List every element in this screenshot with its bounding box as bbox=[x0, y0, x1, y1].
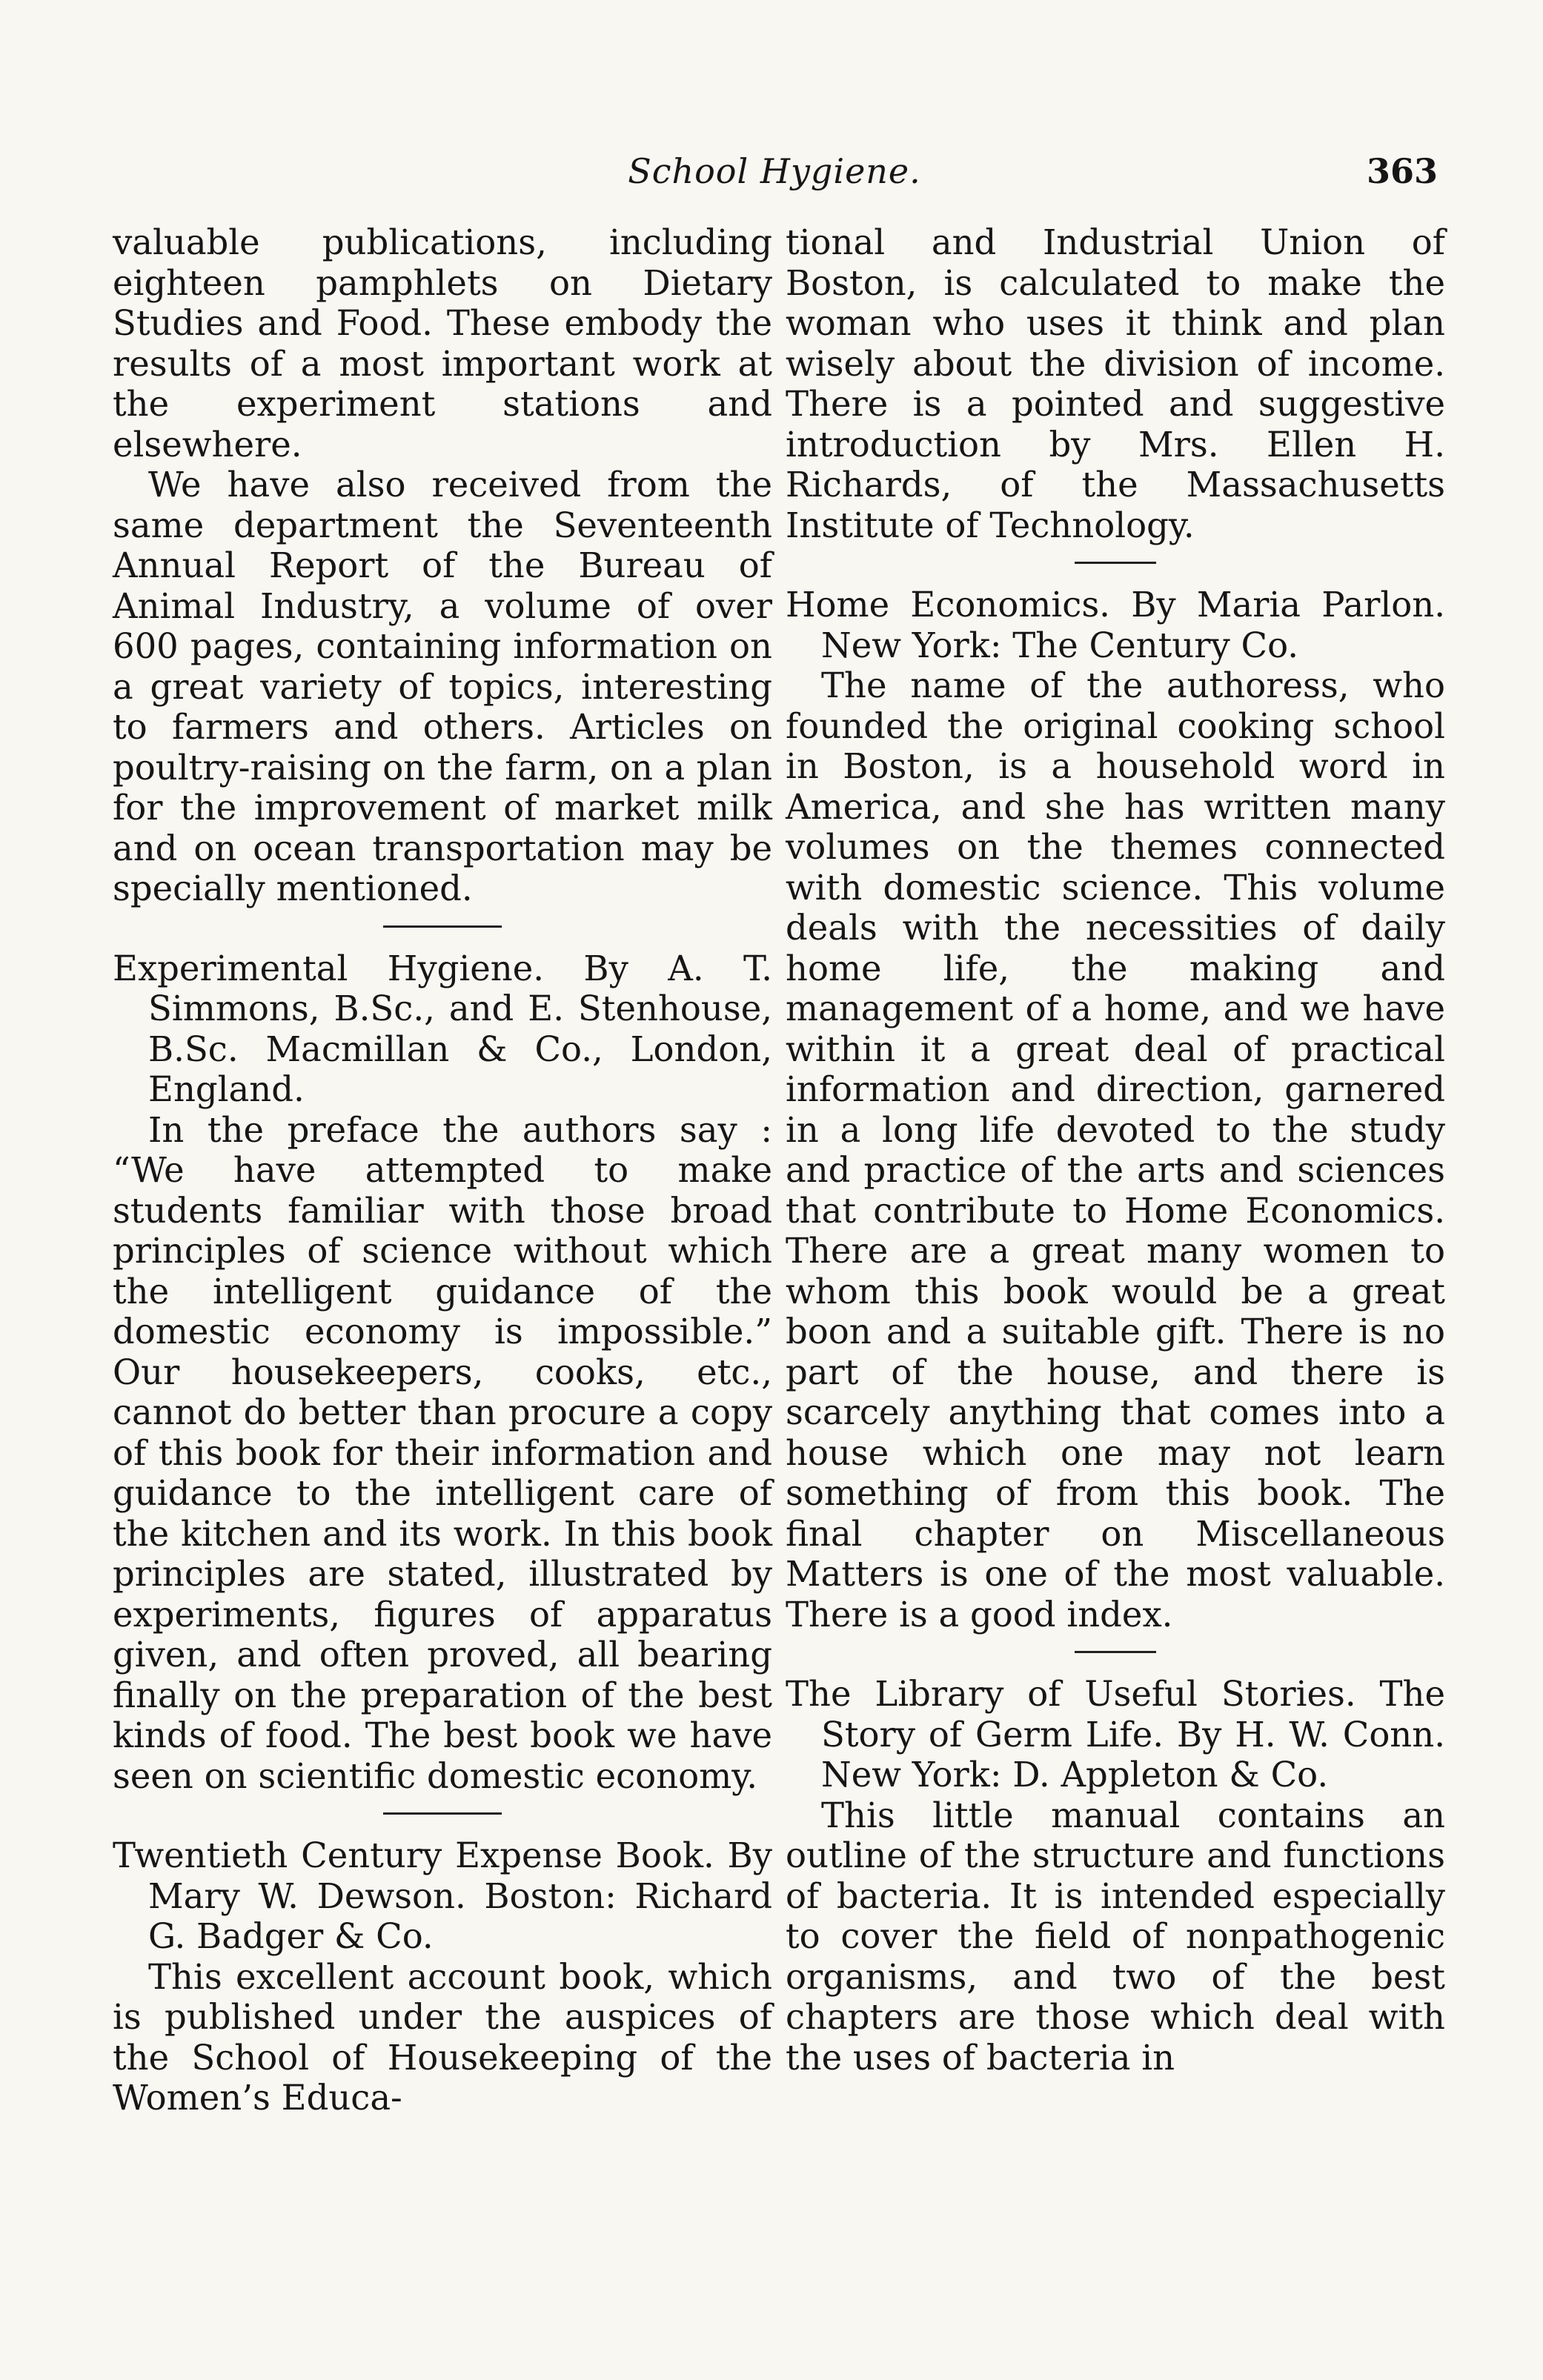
right-paragraph-continuation: tional and Industrial Union of Boston, is calculated to make the woman who uses it think and plan wisely about the division of income. There is a pointed and suggestive introduction by Mrs. Ellen H. Richards, of the Massachusetts Institute of Technology. bbox=[786, 222, 1445, 545]
review-body-experimental-hygiene: In the preface the authors say : “We have attempted to make students familiar with those broad principles of science without which the intelligent guidance of the domestic economy is impossible.” Our housekeepers, cooks, etc., cannot do better than procure a copy of this book for their information and guidance to the intelligent care of the kitchen and its work. In this book principles are stated, illustrated by experiments, figures of apparatus given, and often proved, all bearing finally on the preparation of the best kinds of food. The best book we have seen on scientific domestic economy. bbox=[113, 1109, 772, 1796]
page-number: 363 bbox=[1366, 151, 1438, 191]
review-heading-experimental-hygiene: Experimental Hygiene. By A. T. Simmons, B.Sc., and E. Stenhouse, B.Sc. Macmillan & Co., London, England. bbox=[113, 948, 772, 1109]
review-body-home-economics: The name of the authoress, who founded the original cooking school in Boston, is a household word in America, and she has written many volumes on the themes connected with domestic science. This volume deals with the necessities of daily home life, the making and management of a home, and we have within it a great deal of practical information and direction, garnered in a long life devoted to the study and practice of the arts and sciences that contribute to Home Economics. There are a great many women to whom this book would be a great boon and a suitable gift. There is no part of the house, and there is scarcely anything that comes into a house which one may not learn something of from this book. The final chapter on Miscellaneous Matters is one of the most valuable. There is a good index. bbox=[786, 665, 1445, 1635]
right-column bbox=[786, 222, 1445, 2078]
review-heading-expense-book: Twentieth Century Expense Book. By Mary W. Dewson. Boston: Richard G. Badger & Co. bbox=[113, 1835, 772, 1956]
section-divider bbox=[1075, 1651, 1156, 1653]
running-title: School Hygiene. bbox=[628, 151, 921, 191]
left-paragraph-continuation: valuable publications, including eighteen pamphlets on Dietary Studies and Food. These embody the results of a most important work at the experiment stations and elsewhere. bbox=[113, 222, 772, 465]
section-divider bbox=[383, 925, 502, 928]
review-heading-germ-life: The Library of Useful Stories. The Story of Germ Life. By H. W. Conn. New York: D. Appleton & Co. bbox=[786, 1674, 1445, 1795]
section-divider bbox=[383, 1812, 502, 1815]
left-paragraph-animal-industry: We have also received from the same department the Seventeenth Annual Report of the Bureau of Animal Industry, a volume of over 600 pages, containing information on a great variety of topics, interesting to farmers and others. Articles on poultry-raising on the farm, on a plan for the improvement of market milk and on ocean transportation may be specially mentioned. bbox=[113, 465, 772, 908]
running-header bbox=[111, 145, 1438, 197]
review-heading-home-economics: Home Economics. By Maria Parlon. New York: The Century Co. bbox=[786, 585, 1445, 665]
review-body-germ-life: This little manual contains an outline of the structure and functions of bacteria. It is intended especially to cover the field of nonpathogenic organisms, and two of the best chapters are those which deal with the uses of bacteria in bbox=[786, 1795, 1445, 2078]
review-body-expense-book: This excellent account book, which is published under the auspices of the School of Housekeeping of the Women’s Educa- bbox=[113, 1956, 772, 2118]
left-column bbox=[113, 222, 772, 2118]
section-divider bbox=[1075, 562, 1156, 564]
